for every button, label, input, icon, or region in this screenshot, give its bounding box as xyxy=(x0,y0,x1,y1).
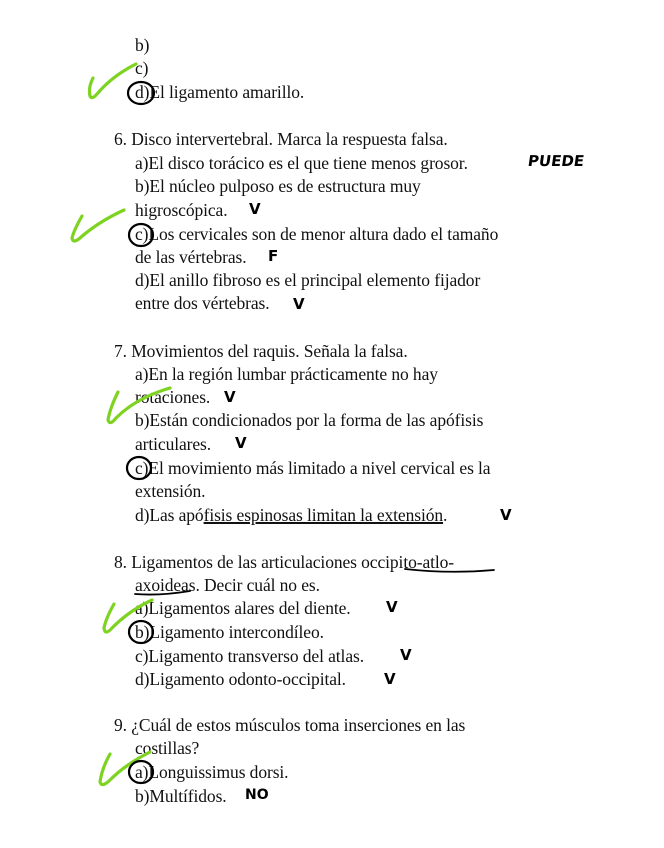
q7-option-a-line1: a)En la región lumbar prácticamente no hay xyxy=(135,364,438,384)
q8-stem-text-2: . Decir cuál no es. xyxy=(195,575,320,595)
q8-c-handwritten-note: V xyxy=(400,646,412,664)
q7-b-handwritten-note: V xyxy=(235,434,247,452)
q6-option-d-line1: d)El anillo fibroso es el principal elemento fijador xyxy=(135,270,481,290)
q8-option-d: d)Ligamento odonto-occipital. xyxy=(135,669,346,689)
q7-option-d xyxy=(135,504,447,527)
q6-stem: 6. Disco intervertebral. Marca la respuesta falsa. xyxy=(114,129,448,149)
q7-stem: 7. Movimientos del raquis. Señala la falsa. xyxy=(114,341,408,361)
q7-option-b-line2: articulares. xyxy=(135,434,212,454)
q8-a-handwritten-note: V xyxy=(386,598,398,616)
q6-option-c-line1: c)Los cervicales son de menor altura dado el tamaño xyxy=(135,224,499,244)
q7-option-a-line2: rotaciones. xyxy=(135,387,211,407)
q9-option-b: b)Multífidos. xyxy=(135,786,227,806)
q8-d-handwritten-note: V xyxy=(384,670,396,688)
q7-d-handwritten-note: V xyxy=(500,506,512,524)
green-check-icon xyxy=(72,210,124,241)
q6-option-b-line2: higroscópica. xyxy=(135,200,228,220)
q8-option-c: c)Ligamento transverso del atlas. xyxy=(135,646,364,666)
q5-option-c: c) xyxy=(135,58,149,78)
q7-option-c-line2: extensión. xyxy=(135,481,206,501)
q7-d-text-start: d)Las apó xyxy=(135,505,204,525)
q8-stem-line1 xyxy=(114,551,454,574)
q6-option-b-line1: b)El núcleo pulposo es de estructura muy xyxy=(135,176,421,196)
q8-stem-text: 8. Ligamentos de las articulaciones xyxy=(114,552,362,572)
q5-option-d: d)El ligamento amarillo. xyxy=(135,82,305,102)
q7-d-underlined-text: fisis espinosas limitan la extensión xyxy=(203,505,444,525)
q7-option-c-line1: c)El movimiento más limitado a nivel cervical es la xyxy=(135,458,491,478)
q8-stem-underlined: occipito-atlo- xyxy=(361,552,455,572)
q8-option-a: a)Ligamentos alares del diente. xyxy=(135,598,351,618)
q9-b-handwritten-note: NO xyxy=(245,787,269,803)
q8-option-b: b)Ligamento intercondíleo. xyxy=(135,622,324,642)
q9-option-a: a)Longuissimus dorsi. xyxy=(135,762,289,782)
green-check-icon xyxy=(89,64,136,98)
q5-option-b: b) xyxy=(135,35,150,55)
q6-option-d-line2: entre dos vértebras. xyxy=(135,293,270,313)
q8-stem-underlined-2: axoideas xyxy=(135,575,196,595)
q6-a-handwritten-note: PUEDE xyxy=(526,152,586,170)
q8-stem-line2 xyxy=(135,574,320,597)
q6-option-c-line2: de las vértebras. xyxy=(135,247,247,267)
q6-b-handwritten-note: V xyxy=(249,200,261,218)
q6-c-handwritten-note: F xyxy=(268,247,279,265)
q9-stem-line2: costillas? xyxy=(135,738,200,758)
q6-option-a: a)El disco torácico es el que tiene menos grosor. xyxy=(135,153,468,173)
q9-stem-line1: 9. ¿Cuál de estos músculos toma inserciones en las xyxy=(114,715,466,735)
q7-d-text-end: . xyxy=(443,505,448,525)
q6-d-handwritten-note: V xyxy=(293,295,305,313)
q7-option-b-line1: b)Están condicionados por la forma de las apófisis xyxy=(135,410,484,430)
q7-a-handwritten-note: V xyxy=(224,388,236,406)
